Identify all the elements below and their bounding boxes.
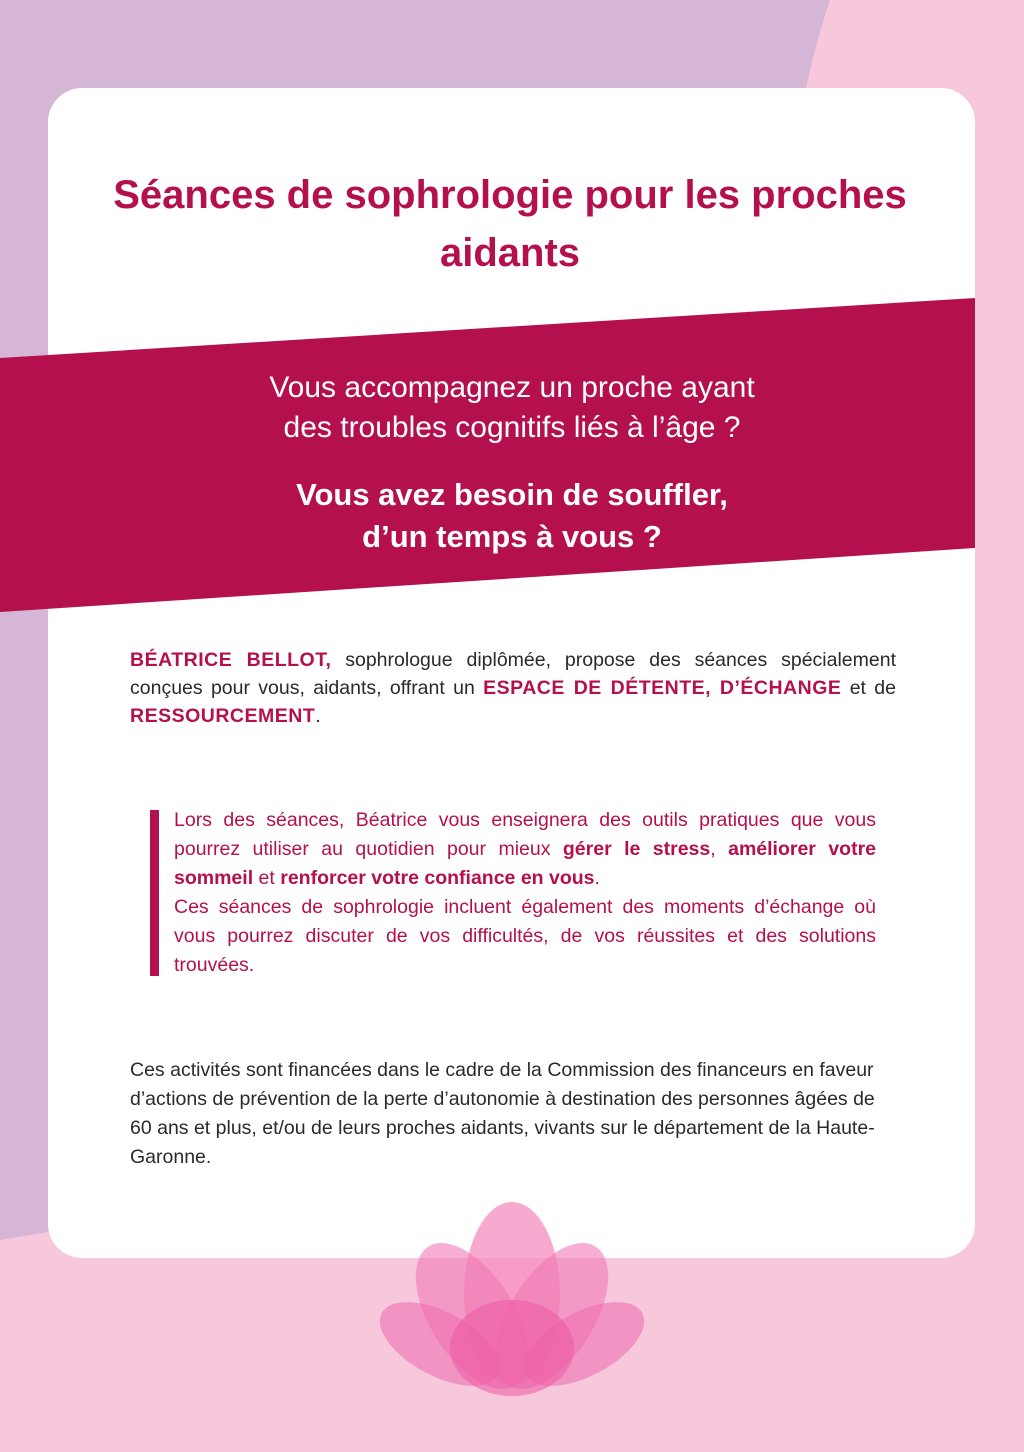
- diagonal-banner: [0, 296, 1024, 612]
- quote-bold-sommeil: améliorer votre sommeil: [174, 838, 876, 889]
- quote-text: et: [253, 867, 281, 889]
- quote-bold-stress: gérer le stress: [562, 838, 711, 860]
- banner-question-line1: Vous accompagnez un proche ayant: [269, 371, 755, 404]
- highlight-ressourcement: RESSOURCEMENT: [130, 705, 316, 727]
- page-title: Séances de sophrologie pour les proches aidants: [113, 173, 907, 275]
- intro-paragraph: [130, 646, 896, 730]
- intro-text: et de: [841, 677, 896, 699]
- quote-text: ,: [710, 838, 729, 860]
- quote-text: Lors des séances, Béatrice vous enseignera des outils pratiques que vous pourrez utiliser au quotidien pour mieux: [174, 809, 876, 860]
- banner-emphasis: [0, 474, 1024, 558]
- funding-note: Ces activités sont financées dans le cadre de la Commission des financeurs en faveur d’actions de prévention de la perte d’autonomie à destination des personnes âgées de 60 ans et plus, et/ou de leurs proches aidants, vivants sur le département de la Haute-Garonne.: [130, 1059, 875, 1168]
- banner-emphasis-line1: Vous avez besoin de souffler,: [296, 477, 728, 512]
- lotus-flower-icon: [380, 1198, 644, 1398]
- quote-bar: [150, 810, 159, 976]
- banner-emphasis-line2: d’un temps à vous ?: [362, 519, 662, 554]
- quote-paragraph: [174, 806, 876, 893]
- banner-question: [0, 368, 1024, 448]
- quote-bold-confiance: renforcer votre confiance en vous: [280, 867, 595, 889]
- quote-text: .: [594, 867, 600, 889]
- highlight-espace: ESPACE DE DÉTENTE, D’ÉCHANGE: [483, 677, 842, 699]
- practitioner-name: BÉATRICE BELLOT,: [130, 649, 332, 671]
- banner-question-line2: des troubles cognitifs liés à l’âge ?: [283, 411, 741, 444]
- intro-text: .: [315, 705, 321, 727]
- intro-text: sophrologue diplômée, propose des séances spécialement conçues pour vous, aidants, offrant un: [130, 649, 896, 699]
- quote-block: [174, 806, 876, 980]
- quote-paragraph-2: Ces séances de sophrologie incluent également des moments d’échange où vous pourrez discuter de vos difficultés, de vos réussites et des solutions trouvées.: [174, 896, 876, 976]
